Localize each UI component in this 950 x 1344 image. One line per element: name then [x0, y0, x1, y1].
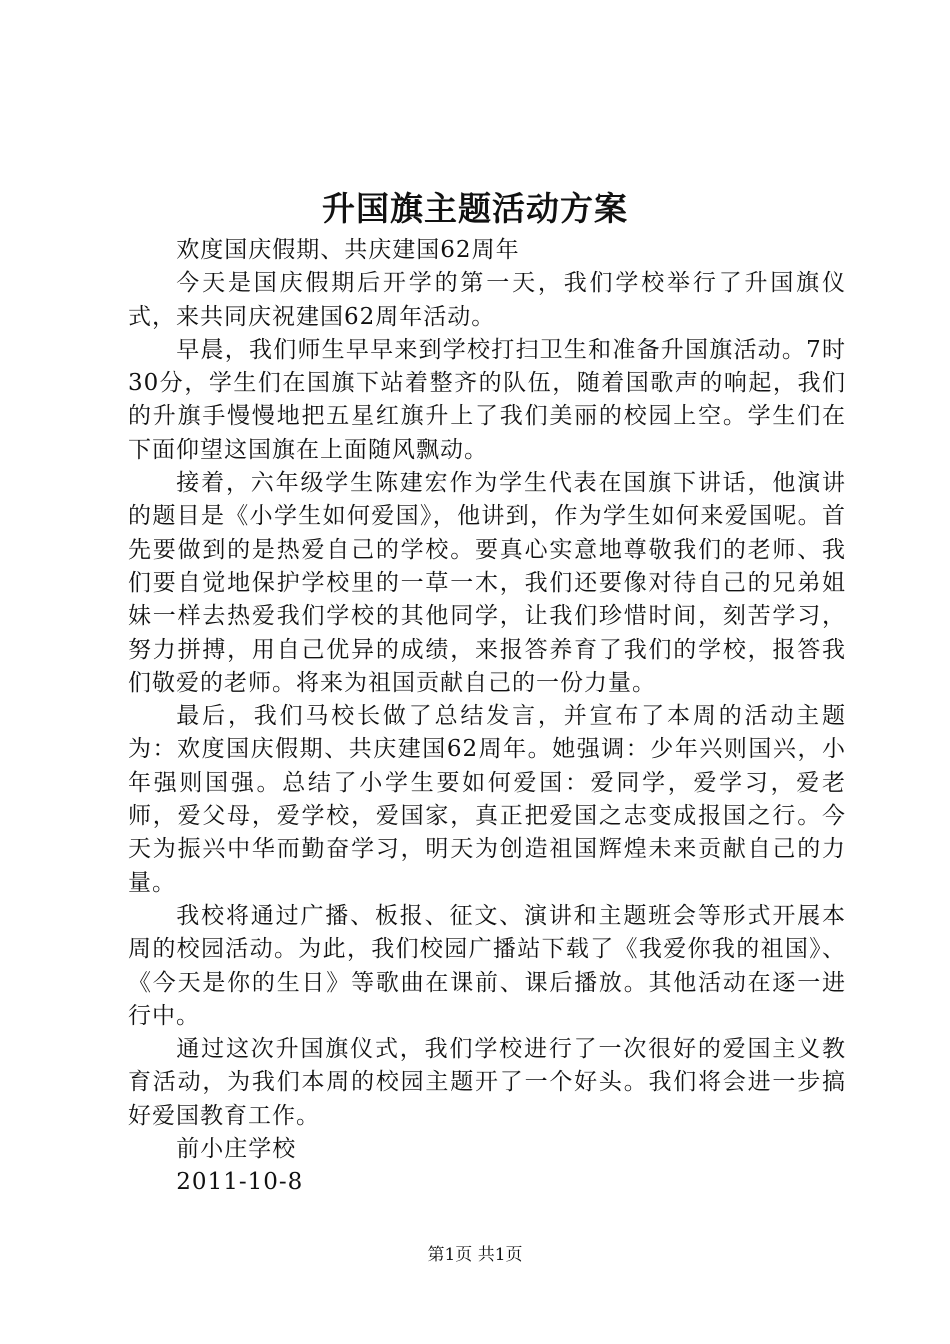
- paragraph: 通过这次升国旗仪式，我们学校进行了一次很好的爱国主义教育活动，为我们本周的校园主题开了一个好头。我们将会进一步搞好爱国教育工作。: [128, 1036, 846, 1129]
- paragraph-subtitle: 欢度国庆假期、共庆建国62周年: [176, 237, 520, 263]
- signature-school: 前小庄学校: [176, 1136, 297, 1163]
- paragraph: 接着，六年级学生陈建宏作为学生代表在国旗下讲话，他演讲的题目是《小学生如何爱国》，他讲到，作为学生如何来爱国呢。首先要做到的是热爱自己的学校。要真心实意地尊敬我们的老师、我们要自觉地保护学校里的一草一木，我们还要像对待自己的兄弟姐妹一样去热爱我们学校的其他同学，让我们珍惜时间，刻苦学习，努力拼搏，用自己优异的成绩，来报答养育了我们的学校，报答我们敬爱的老师。将来为祖国贡献自己的一份力量。: [128, 470, 846, 696]
- paragraph: 我校将通过广播、板报、征文、演讲和主题班会等形式开展本周的校园活动。为此，我们校园广播站下载了《我爱你我的祖国》、《今天是你的生日》等歌曲在课前、课后播放。其他活动在逐一进行中。: [128, 902, 846, 1029]
- signature-date: 2011-10-8: [176, 1169, 304, 1196]
- paragraph: 早晨，我们师生早早来到学校打扫卫生和准备升国旗活动。7时30分，学生们在国旗下站着整齐的队伍，随着国歌声的响起，我们的升旗手慢慢地把五星红旗升上了我们美丽的校园上空。学生们在下面仰望这国旗在上面随风飘动。: [128, 336, 846, 463]
- document-body: [128, 234, 846, 1200]
- document-title: 升国旗主题活动方案: [322, 189, 628, 228]
- paragraph: 今天是国庆假期后开学的第一天，我们学校举行了升国旗仪式，来共同庆祝建国62周年活动。: [128, 270, 846, 330]
- page-footer: 第1页 共1页: [427, 1245, 523, 1265]
- paragraph: 最后，我们马校长做了总结发言，并宣布了本周的活动主题为：欢度国庆假期、共庆建国62周年。她强调：少年兴则国兴，小年强则国强。总结了小学生要如何爱国：爱同学，爱学习，爱老师，爱父母，爱学校，爱国家，真正把爱国之志变成报国之行。今天为振兴中华而勤奋学习，明天为创造祖国辉煌未来贡献自己的力量。: [128, 703, 846, 896]
